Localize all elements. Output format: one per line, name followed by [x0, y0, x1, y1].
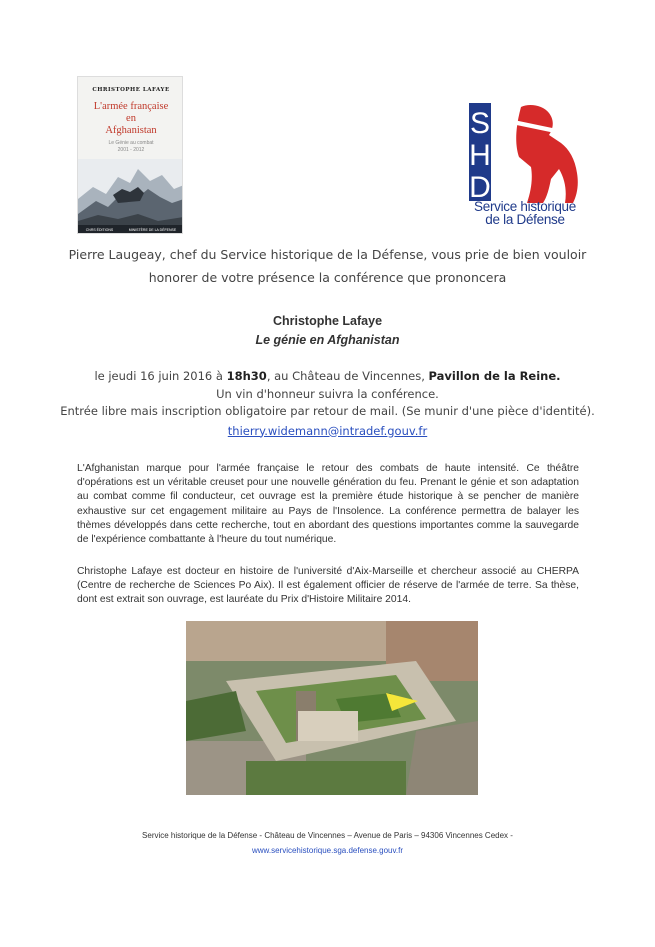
invitation-text — [0, 243, 655, 289]
event-date: le jeudi 16 juin 2016 à — [94, 369, 227, 383]
event-reception: Un vin d'honneur suivra la conférence. — [216, 386, 439, 401]
speaker-name: Christophe Lafaye — [272, 314, 383, 328]
author-bio-paragraph: Christophe Lafaye est docteur en histoire de l'université d'Aix-Marseille et chercheur associé au CHERPA (Centre de recherche de Sciences Po Aix). Il est également officier de réserve de l'armée de terre. Sa thèse, dont est extrait son ouvrage, est lauréate du Prix d'Histoire Militaire 2014. — [77, 566, 579, 606]
event-details — [0, 368, 655, 440]
book-subtitle — [78, 140, 183, 154]
logo-caption — [469, 200, 581, 226]
chateau-aerial-photo — [186, 621, 478, 795]
book-cover-mountain-image — [78, 159, 183, 234]
logo-caption-line-2: de la Défense — [485, 212, 565, 227]
book-years: 2001 - 2012 — [117, 147, 145, 153]
book-title-line-2: en — [126, 113, 136, 124]
book-publisher-right: MINISTÈRE DE LA DÉFENSE — [128, 228, 177, 232]
book-subtitle-text: Le Génie au combat — [108, 140, 154, 146]
invitation-line-2: honorer de votre présence la conférence que prononcera — [148, 270, 507, 285]
book-cover — [77, 76, 183, 234]
footer-address: Service historique de la Défense - Château de Vincennes – Avenue de Paris – 94306 Vincennes Cedex - — [142, 831, 513, 840]
book-publisher-bar — [78, 225, 183, 234]
footer-website-link[interactable]: www.servicehistorique.sga.defense.gouv.fr — [251, 846, 404, 855]
event-pavilion: Pavillon de la Reine. — [428, 369, 561, 383]
talk-title: Le génie en Afghanistan — [255, 333, 400, 347]
event-time: 18h30 — [226, 369, 267, 383]
logo-letter-d: D — [469, 171, 491, 204]
book-title — [78, 101, 183, 137]
logo-caption-line-1: Service historique — [474, 199, 576, 214]
description-paragraph: L'Afghanistan marque pour l'armée française le retour des combats de haute intensité. Ce théâtre d'opérations est un véritable creuset pour une nouvelle génération du feu. Prenant le génie et son adaptation au combat comme fil conducteur, cet ouvrage est la première étude historique à se pencher de manière exhaustive sur cet engagement militaire au Pays de l'Insolence. La conférence permettra de balayer les thèmes développés dans cette recherche, tout en abordant des questions importantes comme la sauvegarde de l'expérience combattante à l'heure du tout numérique. — [77, 463, 579, 546]
book-author: CHRISTOPHE LAFAYE — [92, 87, 170, 93]
book-title-line-1: L'armée française — [93, 101, 169, 112]
invitation-line-1: Pierre Laugeay, chef du Service historique de la Défense, vous prie de bien vouloir — [68, 247, 587, 262]
contact-email-link[interactable]: thierry.widemann@intradef.gouv.fr — [227, 423, 428, 438]
event-registration: Entrée libre mais inscription obligatoire par retour de mail. (Se munir d'une pièce d'identité). — [60, 404, 595, 418]
logo-letter-h: H — [469, 139, 491, 172]
event-date-line — [0, 368, 655, 386]
logo-letter-s: S — [469, 107, 491, 140]
book-title-line-3: Afghanistan — [105, 125, 157, 136]
book-publisher-left: CNRS ÉDITIONS — [85, 228, 114, 232]
event-venue: , au Château de Vincennes, — [266, 369, 429, 383]
